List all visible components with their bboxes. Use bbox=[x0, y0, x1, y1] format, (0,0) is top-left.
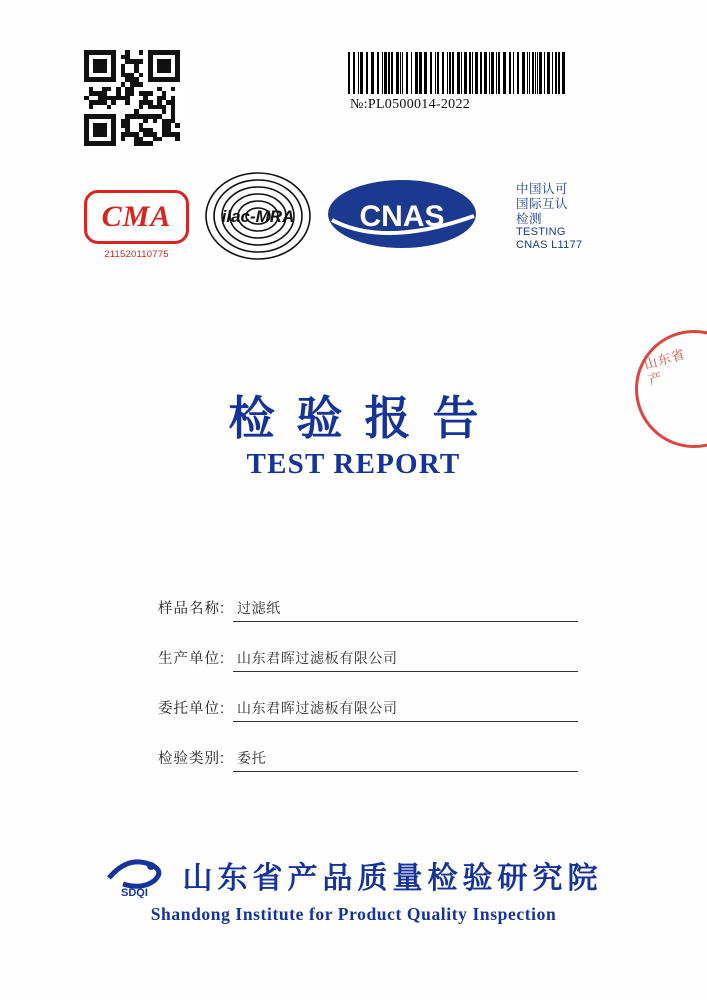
field-row bbox=[158, 722, 578, 772]
field-value-line bbox=[233, 698, 578, 722]
barcode-block bbox=[348, 52, 568, 113]
field-value: 山东君晖过滤板有限公司 bbox=[237, 700, 398, 716]
field-value: 过滤纸 bbox=[237, 600, 281, 616]
field-row bbox=[158, 672, 578, 722]
qr-code bbox=[84, 50, 180, 146]
institute-name-row bbox=[0, 852, 707, 898]
cma-logo bbox=[84, 190, 189, 260]
field-label: 检验类别: bbox=[158, 751, 226, 767]
cma-certificate-number: 211520110775 bbox=[104, 249, 169, 260]
field-value-line bbox=[233, 598, 578, 622]
report-number bbox=[348, 97, 568, 113]
institute-name-en: Shandong Institute for Product Quality Inspection bbox=[150, 904, 557, 924]
institute-name-cn: 山东省产品质量检验研究院 bbox=[182, 862, 603, 895]
field-value-line bbox=[233, 648, 578, 672]
cnas-text-line-4: TESTING bbox=[516, 226, 566, 239]
cnas-logo bbox=[324, 176, 504, 256]
accreditation-logos bbox=[84, 168, 604, 283]
cnas-logo-text: CNAS bbox=[359, 200, 445, 233]
ilac-mra-logo bbox=[202, 170, 314, 262]
page-title-cn: 检验报告 bbox=[228, 392, 501, 444]
cma-logo-text: CMA bbox=[101, 200, 172, 233]
barcode-image bbox=[348, 52, 568, 94]
field-row bbox=[158, 572, 578, 622]
cnas-text-line-5: CNAS L1177 bbox=[516, 239, 583, 252]
official-seal-text: 山东省产 bbox=[642, 346, 687, 388]
field-row bbox=[158, 622, 578, 672]
field-value: 山东君晖过滤板有限公司 bbox=[237, 650, 398, 666]
report-fields bbox=[158, 572, 578, 772]
field-label: 样品名称: bbox=[158, 601, 226, 617]
sdqi-logo bbox=[105, 852, 173, 898]
report-number-value: PL0500014-2022 bbox=[367, 97, 471, 112]
page-title-en: TEST REPORT bbox=[246, 448, 461, 480]
cnas-text-line-3: 检测 bbox=[516, 211, 543, 226]
cnas-text-line-1: 中国认可 bbox=[516, 182, 569, 196]
sdqi-logo-text: SDQI bbox=[120, 887, 148, 898]
field-label: 委托单位: bbox=[158, 701, 226, 717]
field-value: 委托 bbox=[237, 750, 267, 766]
issuing-institute bbox=[0, 852, 707, 925]
cma-logo-frame bbox=[84, 190, 189, 244]
field-value-line bbox=[233, 748, 578, 772]
report-number-prefix: №: bbox=[350, 97, 368, 112]
field-label: 生产单位: bbox=[158, 651, 226, 667]
ilac-mra-text: ilac-MRA bbox=[221, 207, 295, 226]
cnas-accreditation-text bbox=[516, 182, 626, 252]
cnas-text-line-2: 国际互认 bbox=[516, 196, 569, 211]
